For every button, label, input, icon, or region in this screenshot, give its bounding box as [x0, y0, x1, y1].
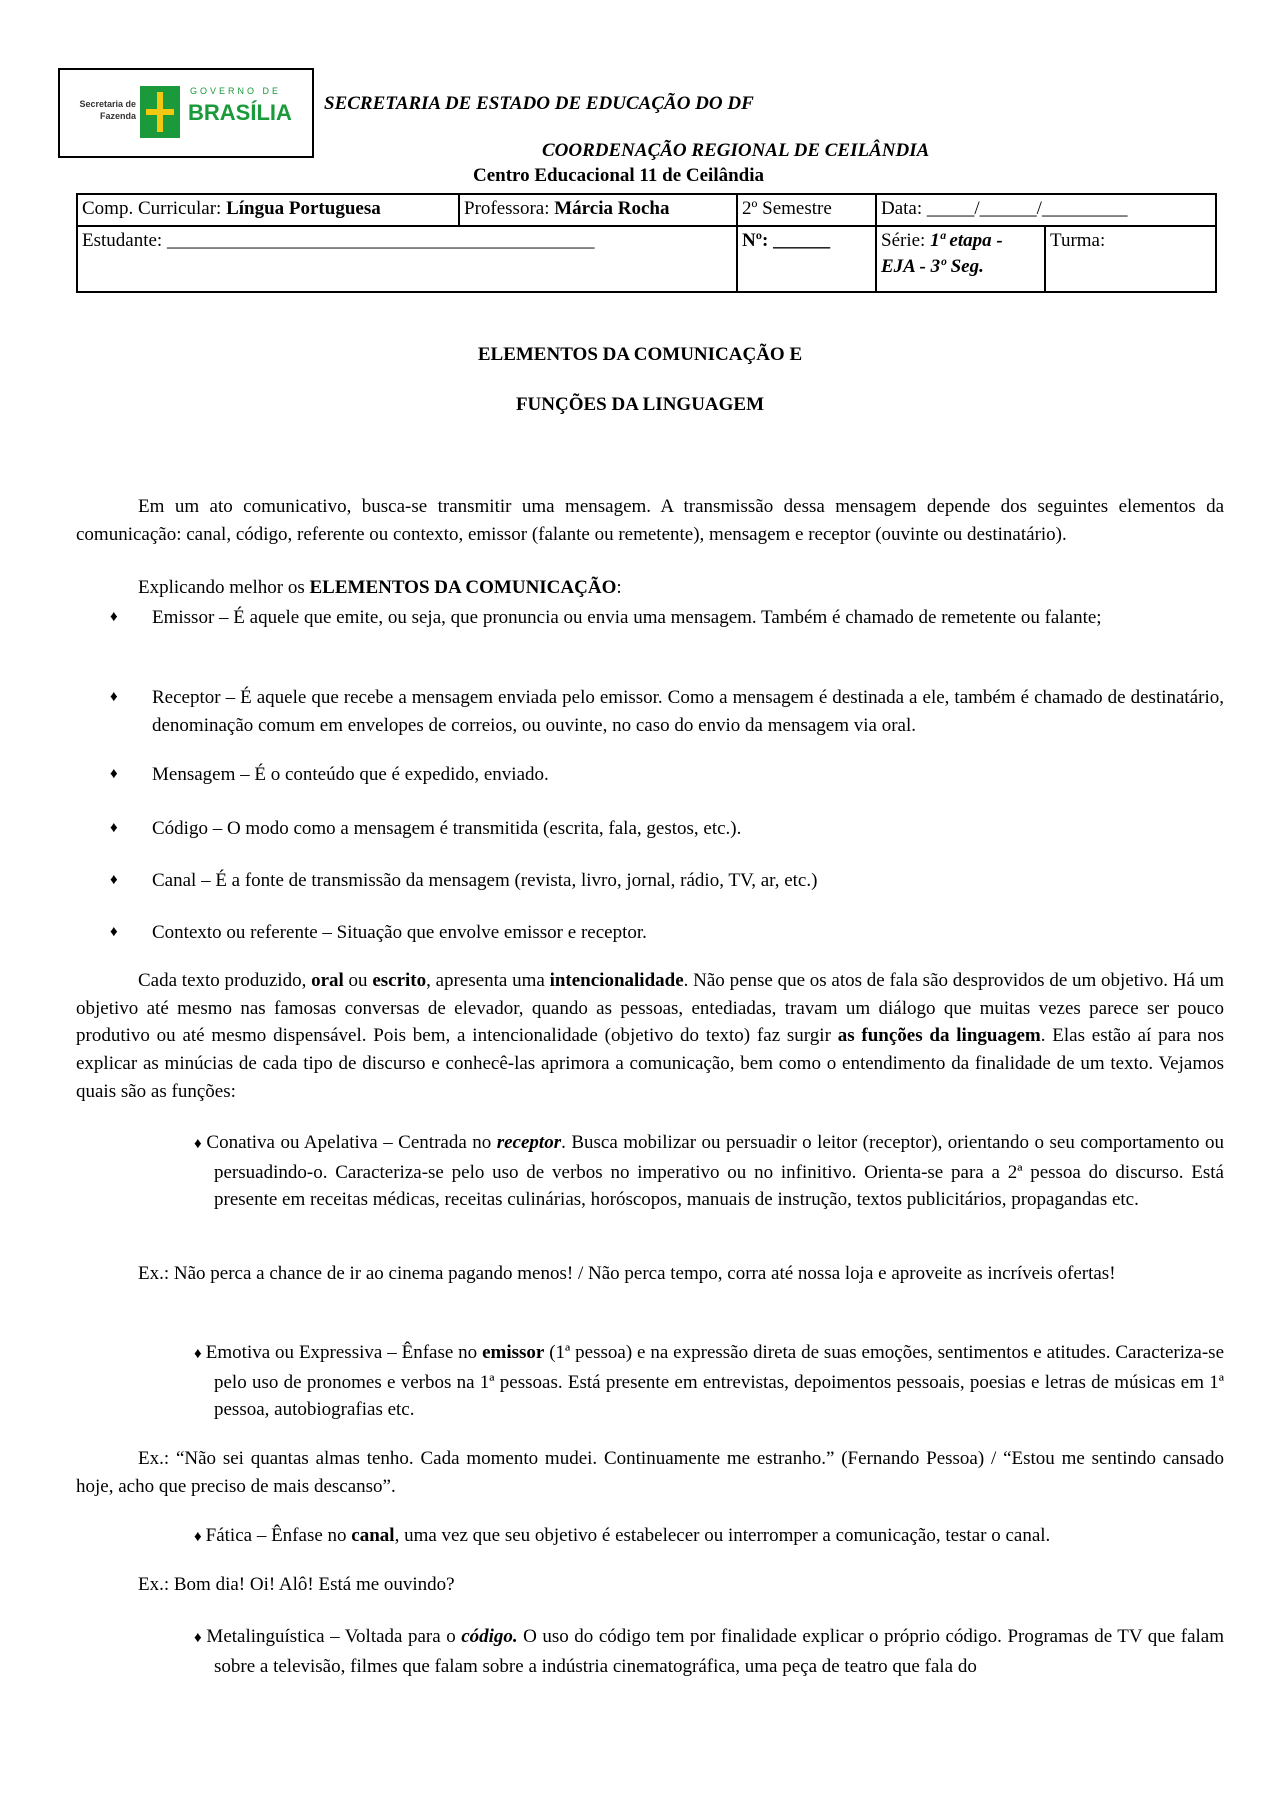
list-item-text: Contexto ou referente – Situação que envolve emissor e receptor.: [152, 922, 647, 943]
text-bold: oral: [311, 970, 344, 991]
text: , apresenta uma: [426, 970, 550, 991]
prof-value: Márcia Rocha: [554, 198, 670, 219]
prof-label: Professora:: [464, 198, 555, 219]
governo-brasilia-logo: [58, 68, 314, 158]
diamond-bullet-icon: ♦: [110, 689, 118, 705]
list-item-emissor: [110, 604, 1224, 632]
diamond-bullet-icon: ♦: [194, 1136, 203, 1152]
funcao-fatica: [179, 1522, 1224, 1552]
diamond-bullet-icon: ♦: [110, 766, 118, 782]
centro-heading: Centro Educacional 11 de Ceilândia: [473, 165, 765, 186]
serie-value: 1ª etapa - EJA - 3º Seg.: [881, 230, 1003, 277]
example-conativa: Ex.: Não perca a chance de ir ao cinema pagando menos! / Não perca tempo, corra até nossa loja e aproveite as incríveis ofertas!: [138, 1263, 1116, 1284]
student-info-table: [76, 193, 1217, 293]
list-item-text: Mensagem – É o conteúdo que é expedido, enviado.: [152, 764, 549, 785]
intro-paragraph: Em um ato comunicativo, busca-se transmitir uma mensagem. A transmissão dessa mensagem depende dos seguintes elementos da comunicação: canal, código, referente ou contexto, emissor (falante ou remetente), mensagem e receptor (ouvinte ou destinatário).: [76, 496, 1224, 545]
logo-brasilia-text: BRASÍLIA: [188, 100, 292, 125]
diamond-bullet-icon: ♦: [110, 609, 118, 625]
funcao-emotiva: [179, 1339, 1224, 1424]
text: Fática – Ênfase no: [205, 1525, 352, 1546]
comp-label: Comp. Curricular:: [82, 198, 227, 219]
text: Emotiva ou Expressiva – Ênfase no: [205, 1342, 483, 1363]
text: Conativa ou Apelativa – Centrada no: [206, 1132, 497, 1153]
text-bold: canal: [351, 1525, 395, 1546]
text-bold: as funções da linguagem: [837, 1025, 1041, 1047]
example-fatica: Ex.: Bom dia! Oi! Alô! Está me ouvindo?: [138, 1574, 455, 1595]
text: Metalinguística – Voltada para o: [206, 1626, 462, 1647]
list-item-text: Canal – É a fonte de transmissão da mensagem (revista, livro, jornal, rádio, TV, ar, etc.): [152, 870, 818, 891]
diamond-bullet-icon: ♦: [110, 924, 118, 940]
list-item-contexto: [110, 919, 1224, 947]
list-item-mensagem: [110, 761, 1224, 789]
list-item-text: Receptor – É aquele que recebe a mensagem enviada pelo emissor. Como a mensagem é destinada a ele, também é chamado de destinatário, denominação comum em envelopes de correios, ou ouvinte, no caso do envio da mensagem via oral.: [152, 687, 1224, 736]
data-field[interactable]: Data: _____/______/_________: [876, 194, 1216, 226]
diamond-bullet-icon: ♦: [110, 820, 118, 836]
diamond-bullet-icon: ♦: [110, 872, 118, 888]
diamond-bullet-icon: ♦: [194, 1630, 203, 1646]
comp-curricular-cell: [77, 194, 459, 226]
semestre-cell: 2º Semestre: [737, 194, 876, 226]
turma-field[interactable]: Turma:: [1045, 226, 1216, 292]
list-item-canal: [110, 867, 1224, 895]
text: Explicando melhor os: [138, 577, 310, 598]
text-bold: emissor: [482, 1342, 545, 1363]
text: , uma vez que seu objetivo é estabelecer ou interromper a comunicação, testar o canal.: [394, 1525, 1051, 1546]
text-bold-italic: receptor: [496, 1132, 562, 1153]
serie-cell: [876, 226, 1045, 292]
text: . Busca mobilizar ou persuadir o leitor (receptor), orientando o seu comportamento ou persuadindo-o. Caracteriza-se pelo uso de verbos no imperativo ou no infinitivo. Orienta-se para a 2ª pessoa do discurso. Está presente em receitas médicas, receitas culinárias, horóscopos, manuais de instrução, textos publicitários, propagandas etc.: [214, 1132, 1225, 1211]
example-emotiva: Ex.: “Não sei quantas almas tenho. Cada momento mudei. Continuamente me estranho.” (Fernando Pessoa) / “Estou me sentindo cansado hoje, acho que preciso de mais descanso”.: [76, 1448, 1224, 1497]
text: :: [616, 577, 622, 598]
text: . Elas estão aí para nos explicar as minúcias de cada tipo de discurso e conhecê-las aprimora a comunicação, bem como o entendimento da finalidade de um texto. Vejamos quais são as funções:: [76, 1025, 1224, 1102]
coordenacao-heading: COORDENAÇÃO REGIONAL DE CEILÂNDIA: [542, 140, 930, 161]
text-bold: ELEMENTOS DA COMUNICAÇÃO: [309, 577, 617, 598]
list-item-text: Código – O modo como a mensagem é transmitida (escrita, fala, gestos, etc.).: [152, 818, 742, 839]
explicando-paragraph: [76, 574, 1224, 602]
secretaria-heading: SECRETARIA DE ESTADO DE EDUCAÇÃO DO DF: [324, 93, 754, 114]
text: Cada texto produzido,: [138, 970, 312, 991]
list-item-text: Emissor – É aquele que emite, ou seja, que pronuncia ou envia uma mensagem. Também é chamado de remetente ou falante;: [152, 607, 1102, 628]
serie-label: Série:: [881, 230, 931, 251]
list-item-codigo: [110, 815, 1224, 843]
text: . Não pense que os atos de fala são desprovidos de um objetivo. Há um objetivo até mesmo nas famosas conversas de elevador, quando as pessoas, entediadas, travam um diálogo que muitas vezes parece ser pouco produtivo ou até mesmo dispensável. Pois bem, a intencionalidade (objetivo do texto) faz surgir: [76, 970, 1224, 1047]
text: (1ª pessoa) e na expressão direta de suas emoções, sentimentos e atitudes. Caracteriza-se pelo uso de pronomes e verbos na 1ª pessoas. Está presente em entrevistas, depoimentos pessoais, poesias e letras de músicas em 1ª pessoa, autobiografias etc.: [214, 1342, 1225, 1421]
text-bold: escrito: [372, 970, 427, 991]
title-line-2: FUNÇÕES DA LINGUAGEM: [515, 394, 765, 415]
comp-value: Língua Portuguesa: [226, 198, 381, 219]
title-line-1: ELEMENTOS DA COMUNICAÇÃO E: [477, 344, 803, 365]
brasilia-emblem-icon: [140, 86, 180, 138]
text: ou: [343, 970, 373, 991]
logo-governo-text: GOVERNO DE: [190, 86, 282, 96]
funcao-conativa: [179, 1129, 1224, 1214]
text: O uso do código tem por finalidade explicar o próprio código. Programas de TV que falam sobre a televisão, filmes que falam sobre a indústria cinematográfica, uma peça de teatro que fala do: [214, 1626, 1224, 1677]
estudante-field[interactable]: Estudante: _____________________________________________: [77, 226, 737, 292]
list-item-receptor: [110, 684, 1224, 739]
professora-cell: [459, 194, 737, 226]
numero-field[interactable]: Nº: ______: [737, 226, 876, 292]
funcao-metalinguistica: [179, 1623, 1224, 1680]
diamond-bullet-icon: ♦: [194, 1529, 202, 1545]
text-bold-italic: código.: [461, 1626, 518, 1647]
text-bold: intencionalidade: [549, 970, 684, 991]
logo-fazenda-text: Secretaria de Fazenda: [79, 99, 136, 121]
cada-texto-paragraph: [76, 967, 1224, 1106]
diamond-bullet-icon: ♦: [194, 1346, 202, 1362]
